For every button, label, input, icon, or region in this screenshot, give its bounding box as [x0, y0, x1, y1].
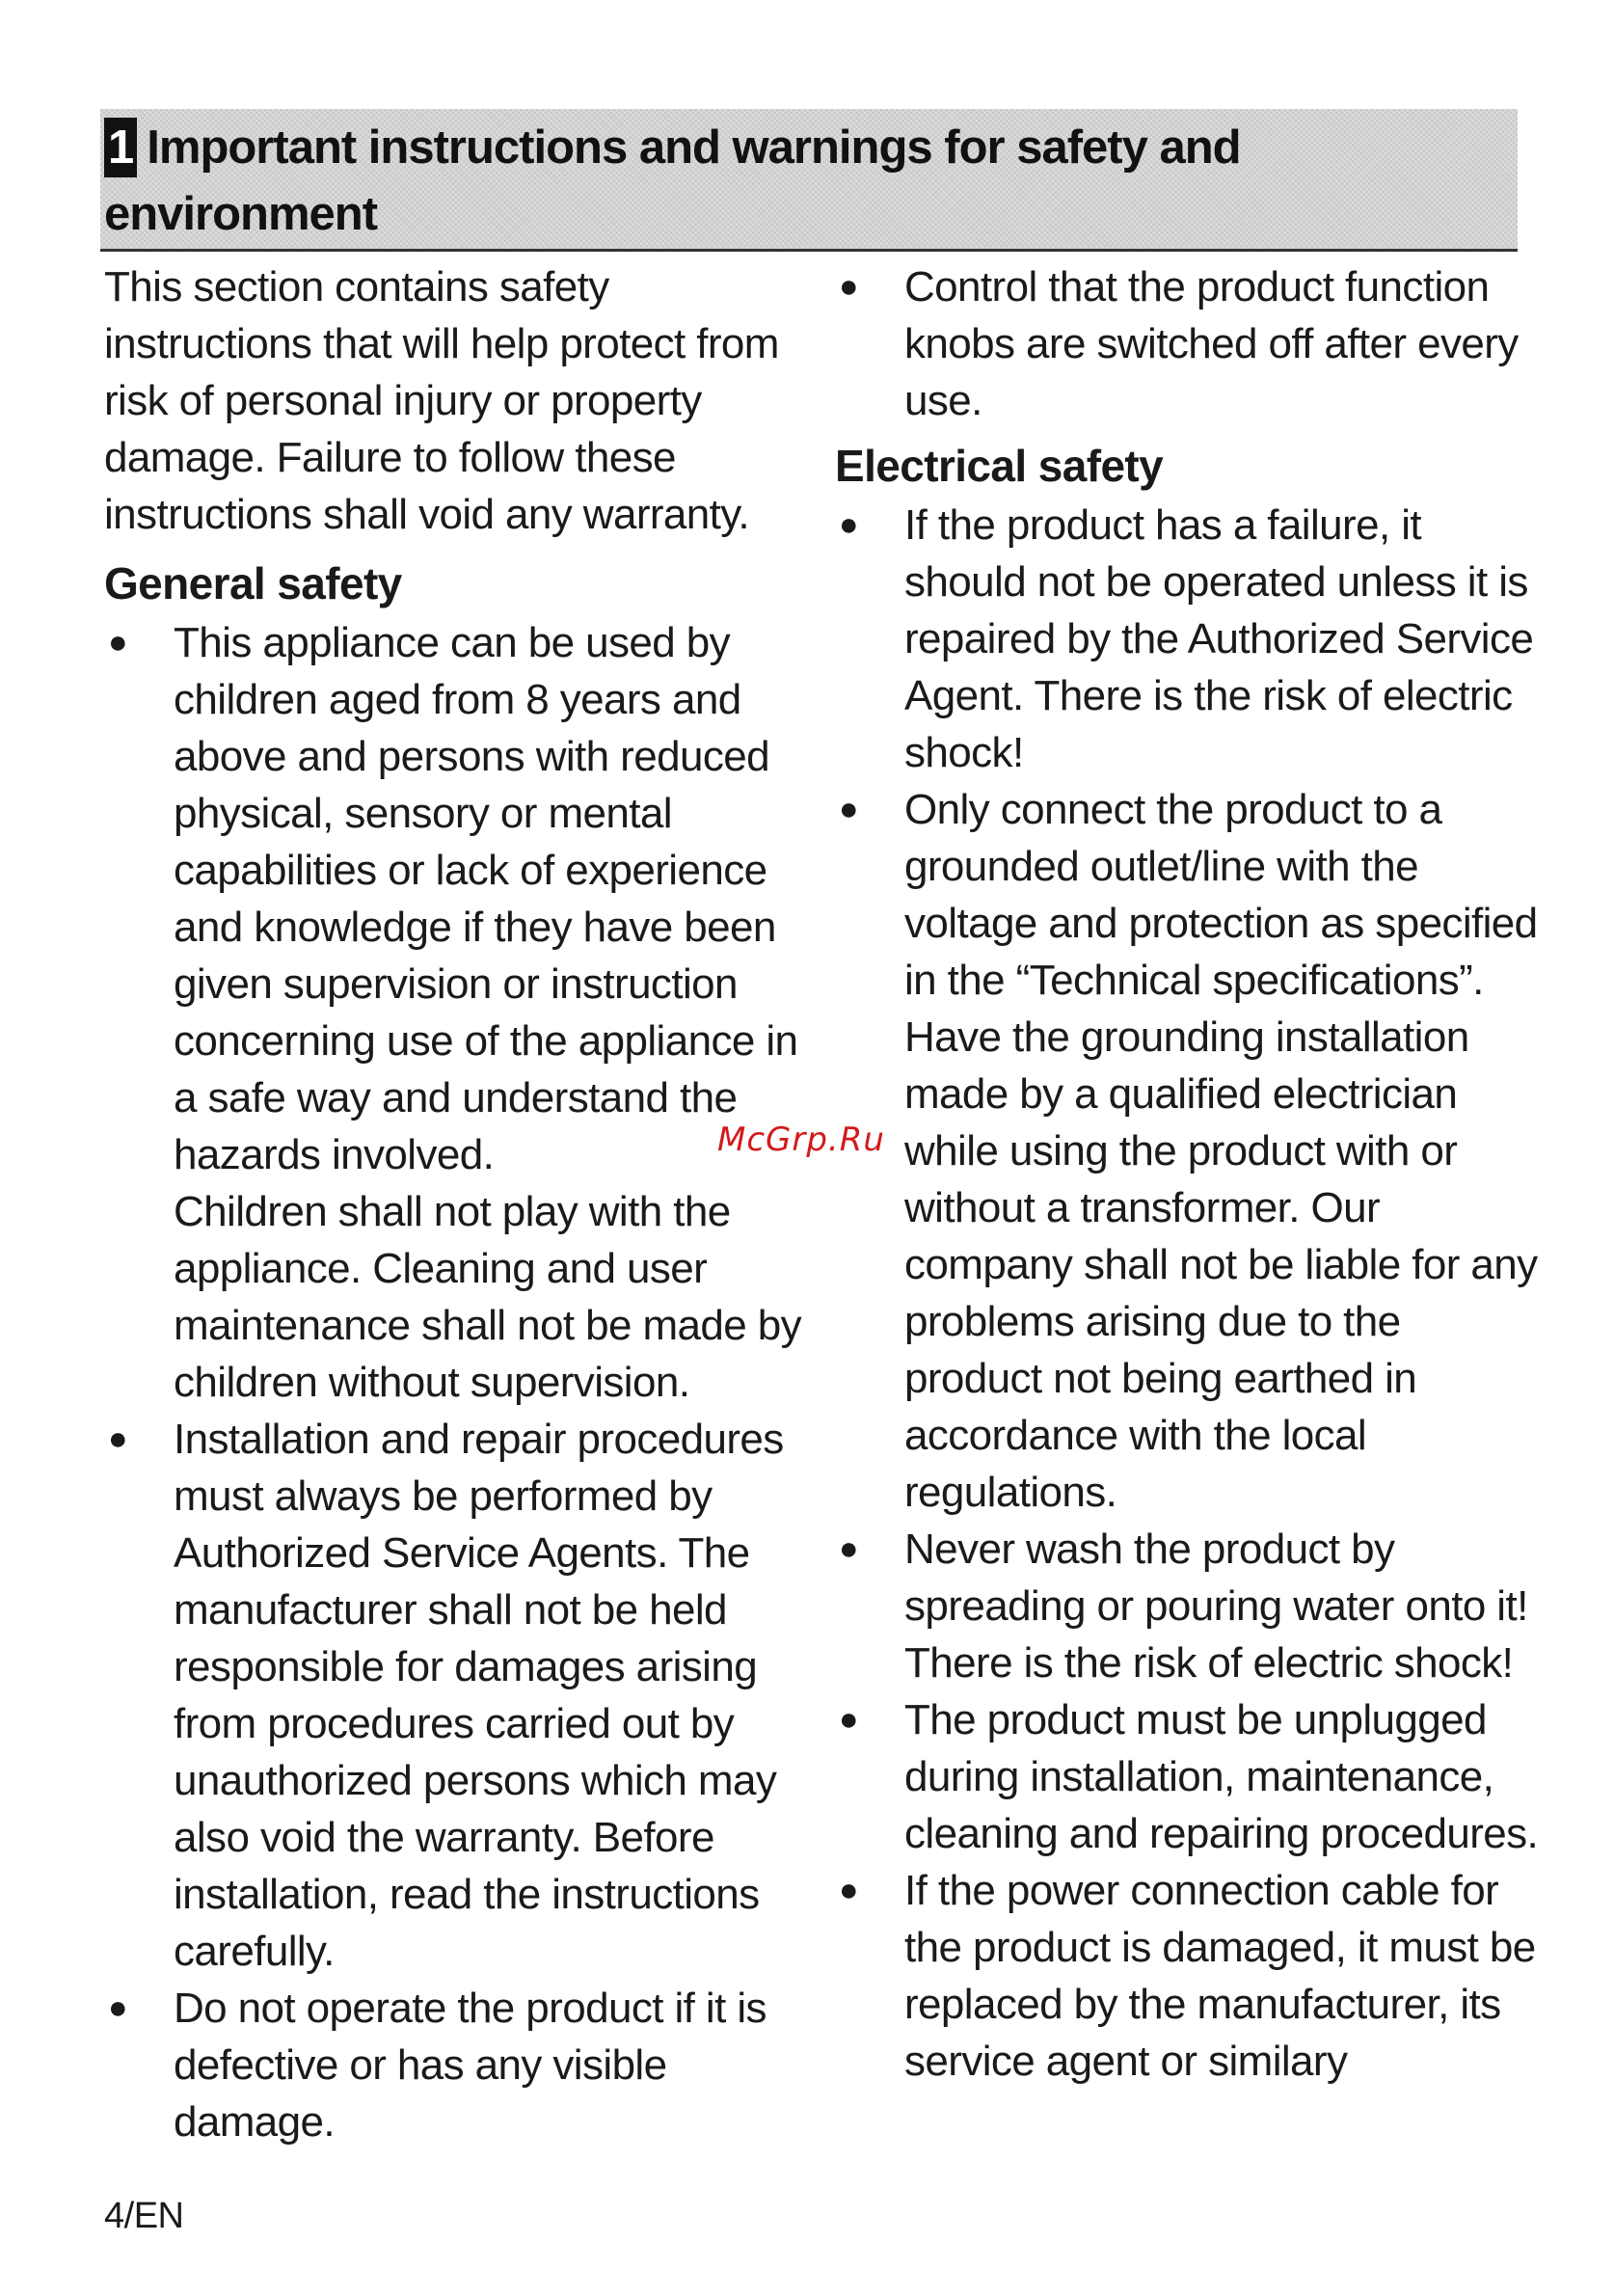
- intro-paragraph: This section contains safety instructions that will help protect from risk of personal injury or property damage. Failure to follow these instructions shall void any warranty.: [104, 263, 779, 538]
- section-title-text: Important instructions and warnings for safety and environment: [104, 122, 1241, 240]
- right-column: [835, 258, 1548, 2090]
- list-item-text: Never wash the product by spreading or pouring water onto it! There is the risk of electric shock!: [904, 1526, 1528, 1687]
- list-item-text: Only connect the product to a grounded outlet/line with the voltage and protection as specified in the “Technical specifications”. Have the grounding installation made by a qualified electrician while using the product with or without a transformer. Our company shall not be liable for any problems arising due to the product not being earthed in accordance with the local regulations.: [904, 786, 1538, 1516]
- bullet-icon: ●: [839, 791, 858, 827]
- list-item-text: Do not operate the product if it is defective or has any visible damage.: [174, 1985, 767, 2146]
- list-item-text: Control that the product function knobs are switched off after every use.: [904, 263, 1519, 424]
- watermark: McGrp.Ru: [717, 1121, 885, 1159]
- list-item: [835, 258, 1548, 429]
- product-use-list: [835, 258, 1548, 429]
- general-safety-list: [104, 614, 818, 2150]
- list-item: [835, 781, 1548, 1521]
- page-number: 4/EN: [104, 2196, 184, 2236]
- bullet-icon: ●: [839, 506, 858, 543]
- bullet-icon: ●: [108, 624, 127, 661]
- electrical-safety-heading: Electrical safety: [835, 441, 1164, 491]
- list-item: [104, 614, 818, 1411]
- bullet-icon: ●: [839, 1872, 858, 1908]
- bullet-icon: ●: [839, 1530, 858, 1567]
- list-item: [835, 497, 1548, 781]
- list-item-continuation: Children shall not play with the appliance. Cleaning and user maintenance shall not be made by children without supervision.: [174, 1188, 802, 1406]
- bullet-icon: ●: [108, 1420, 127, 1457]
- section-header: [100, 109, 1518, 252]
- section-number: 1: [104, 118, 137, 177]
- electrical-safety-list: [835, 497, 1548, 2090]
- bullet-icon: ●: [839, 268, 858, 305]
- list-item: [104, 1411, 818, 1980]
- list-item-text: If the power connection cable for the product is damaged, it must be replaced by the manufacturer, its service agent or similary: [904, 1867, 1536, 2085]
- list-item: [835, 1521, 1548, 1691]
- bullet-icon: ●: [108, 1989, 127, 2026]
- list-item: [835, 1691, 1548, 1862]
- list-item-text: Installation and repair procedures must always be performed by Authorized Service Agents. The manufacturer shall not be held responsible for damages arising from procedures carried out by unauthorized persons which may also void the warranty. Before installation, read the instructions carefully.: [174, 1416, 784, 1975]
- list-item-text: If the product has a failure, it should not be operated unless it is repaired by the Authorized Service Agent. There is the risk of electric shock!: [904, 501, 1534, 776]
- list-item-text: This appliance can be used by children aged from 8 years and above and persons with reduced physical, sensory or mental capabilities or lack of experience and knowledge if they have been given supervision or instruction concerning use of the appliance in a safe way and understand the hazards involved.: [174, 619, 798, 1178]
- list-item-text: The product must be unplugged during installation, maintenance, cleaning and repairing procedures.: [904, 1696, 1539, 1857]
- section-title: [104, 115, 1473, 248]
- left-column: [104, 258, 818, 2150]
- list-item: [104, 1980, 818, 2150]
- bullet-icon: ●: [839, 1701, 858, 1738]
- general-safety-heading: General safety: [104, 558, 402, 608]
- list-item: [835, 1862, 1548, 2090]
